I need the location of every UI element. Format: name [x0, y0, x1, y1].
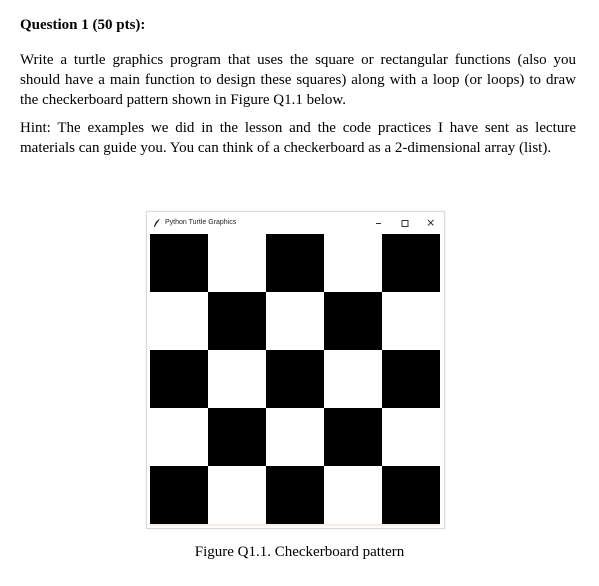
minimize-icon[interactable]: [369, 215, 389, 231]
checkerboard-square-white: [324, 350, 382, 408]
checkerboard-square-white: [324, 234, 382, 292]
checkerboard-square-black: [266, 466, 324, 524]
checkerboard-square-white: [266, 408, 324, 466]
checkerboard-square-white: [150, 408, 208, 466]
maximize-icon[interactable]: [395, 215, 415, 231]
checkerboard-square-black: [150, 234, 208, 292]
checkerboard-square-white: [208, 350, 266, 408]
checkerboard-square-black: [150, 350, 208, 408]
checkerboard-square-black: [266, 350, 324, 408]
question-heading: Question 1 (50 pts):: [20, 17, 146, 33]
checkerboard-square-black: [382, 350, 440, 408]
close-icon[interactable]: [421, 215, 441, 231]
checkerboard-square-white: [208, 234, 266, 292]
checkerboard-square-black: [208, 408, 266, 466]
checkerboard-square-black: [208, 292, 266, 350]
checkerboard-square-white: [266, 292, 324, 350]
checkerboard-square-white: [382, 292, 440, 350]
turtle-graphics-window: [146, 211, 445, 529]
feather-icon: [153, 219, 161, 228]
turtle-canvas: [148, 234, 441, 527]
question-paragraph: Write a turtle graphics program that uses the square or rectangular functions (also you should have a main function to design these squares) along with a loop (or loops) to draw the checkerboard pattern shown in Figure Q1.1 below.: [20, 52, 576, 108]
checkerboard-square-black: [382, 466, 440, 524]
checkerboard: [150, 234, 440, 526]
checkerboard-square-white: [150, 292, 208, 350]
checkerboard-square-white: [324, 466, 382, 524]
checkerboard-square-white: [208, 466, 266, 524]
checkerboard-square-white: [382, 408, 440, 466]
checkerboard-square-black: [324, 408, 382, 466]
window-title: Python Turtle Graphics: [165, 219, 237, 226]
checkerboard-square-black: [150, 466, 208, 524]
hint-paragraph: Hint: The examples we did in the lesson and the code practices I have sent as lecture materials can guide you. You can think of a checkerboard as a 2-dimensional array (list).: [20, 120, 576, 156]
checkerboard-square-black: [266, 234, 324, 292]
checkerboard-square-black: [324, 292, 382, 350]
figure-caption: Figure Q1.1. Checkerboard pattern: [194, 544, 405, 560]
checkerboard-square-black: [382, 234, 440, 292]
window-title-bar[interactable]: [147, 212, 444, 234]
